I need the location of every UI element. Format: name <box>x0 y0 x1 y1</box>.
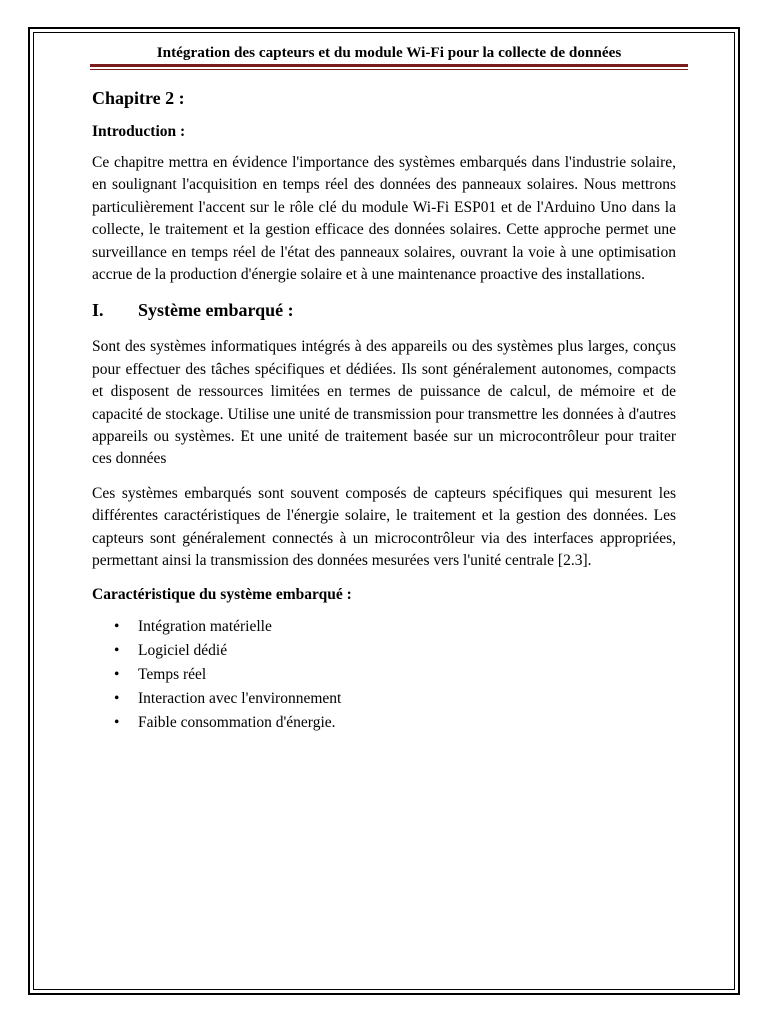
characteristics-heading: Caractéristique du système embarqué : <box>92 585 352 603</box>
bullet-icon: • <box>114 689 120 707</box>
running-header: Intégration des capteurs et du module Wi-Fi pour la collecte de données <box>156 44 622 61</box>
header-rule-secondary <box>90 69 688 70</box>
section-number: I. <box>92 300 104 321</box>
list-item-text: Intégration matérielle <box>138 617 272 635</box>
section-paragraph: Sont des systèmes informatiques intégrés à des appareils ou des systèmes plus larges, conçus pour effectuer des tâches spécifiques et dédiées. Ils sont généralement autonomes, compacts et disposent de ressources limitées en termes de puissance de calcul, de mémoire et de capacité de stockage. Utilise une unité de transmission pour transmettre les données à d'autres appareils ou systèmes. Et une unité de traitement basée sur un microcontrôleur pour traiter ces données <box>92 338 676 468</box>
list-item-text: Temps réel <box>138 665 207 683</box>
bullet-icon: • <box>114 641 120 659</box>
section-heading <box>92 298 676 322</box>
list-item <box>92 615 676 639</box>
list-item-text: Logiciel dédié <box>138 641 228 659</box>
header-rule <box>90 64 688 67</box>
introduction-paragraph: Ce chapitre mettra en évidence l'importance des systèmes embarqués dans l'industrie solaire, en soulignant l'acquisition en temps réel des données des panneaux solaires. Nous mettrons particulièrement l'accent sur le rôle clé du module Wi-Fi ESP01 et de l'Arduino Uno dans la collecte, le traitement et la gestion efficace des données solaires. Cette approche permet une surveillance en temps réel de l'état des panneaux solaires, ouvrant la voie à une optimisation accrue de la production d'énergie solaire et à une maintenance proactive des installations. <box>92 154 676 284</box>
list-item <box>92 711 676 735</box>
bullet-icon: • <box>114 665 120 683</box>
list-item-text: Faible consommation d'énergie. <box>138 713 336 731</box>
section-paragraph: Ces systèmes embarqués sont souvent composés de capteurs spécifiques qui mesurent les différentes caractéristiques de l'énergie solaire, le traitement et la gestion des données. Les capteurs sont généralement connectés à un microcontrôleur via des interfaces appropriées, permettant ainsi la transmission des données mesurées vers l'unité centrale [2.3]. <box>92 484 676 570</box>
chapter-title: Chapitre 2 : <box>92 88 185 108</box>
list-item-text: Interaction avec l'environnement <box>138 689 342 707</box>
list-item <box>92 663 676 687</box>
list-item <box>92 639 676 663</box>
introduction-heading: Introduction : <box>92 123 186 140</box>
section-title: Système embarqué : <box>138 300 294 321</box>
characteristics-list <box>92 615 676 735</box>
bullet-icon: • <box>114 713 120 731</box>
list-item <box>92 687 676 711</box>
document-body <box>92 86 676 735</box>
bullet-icon: • <box>114 617 120 635</box>
